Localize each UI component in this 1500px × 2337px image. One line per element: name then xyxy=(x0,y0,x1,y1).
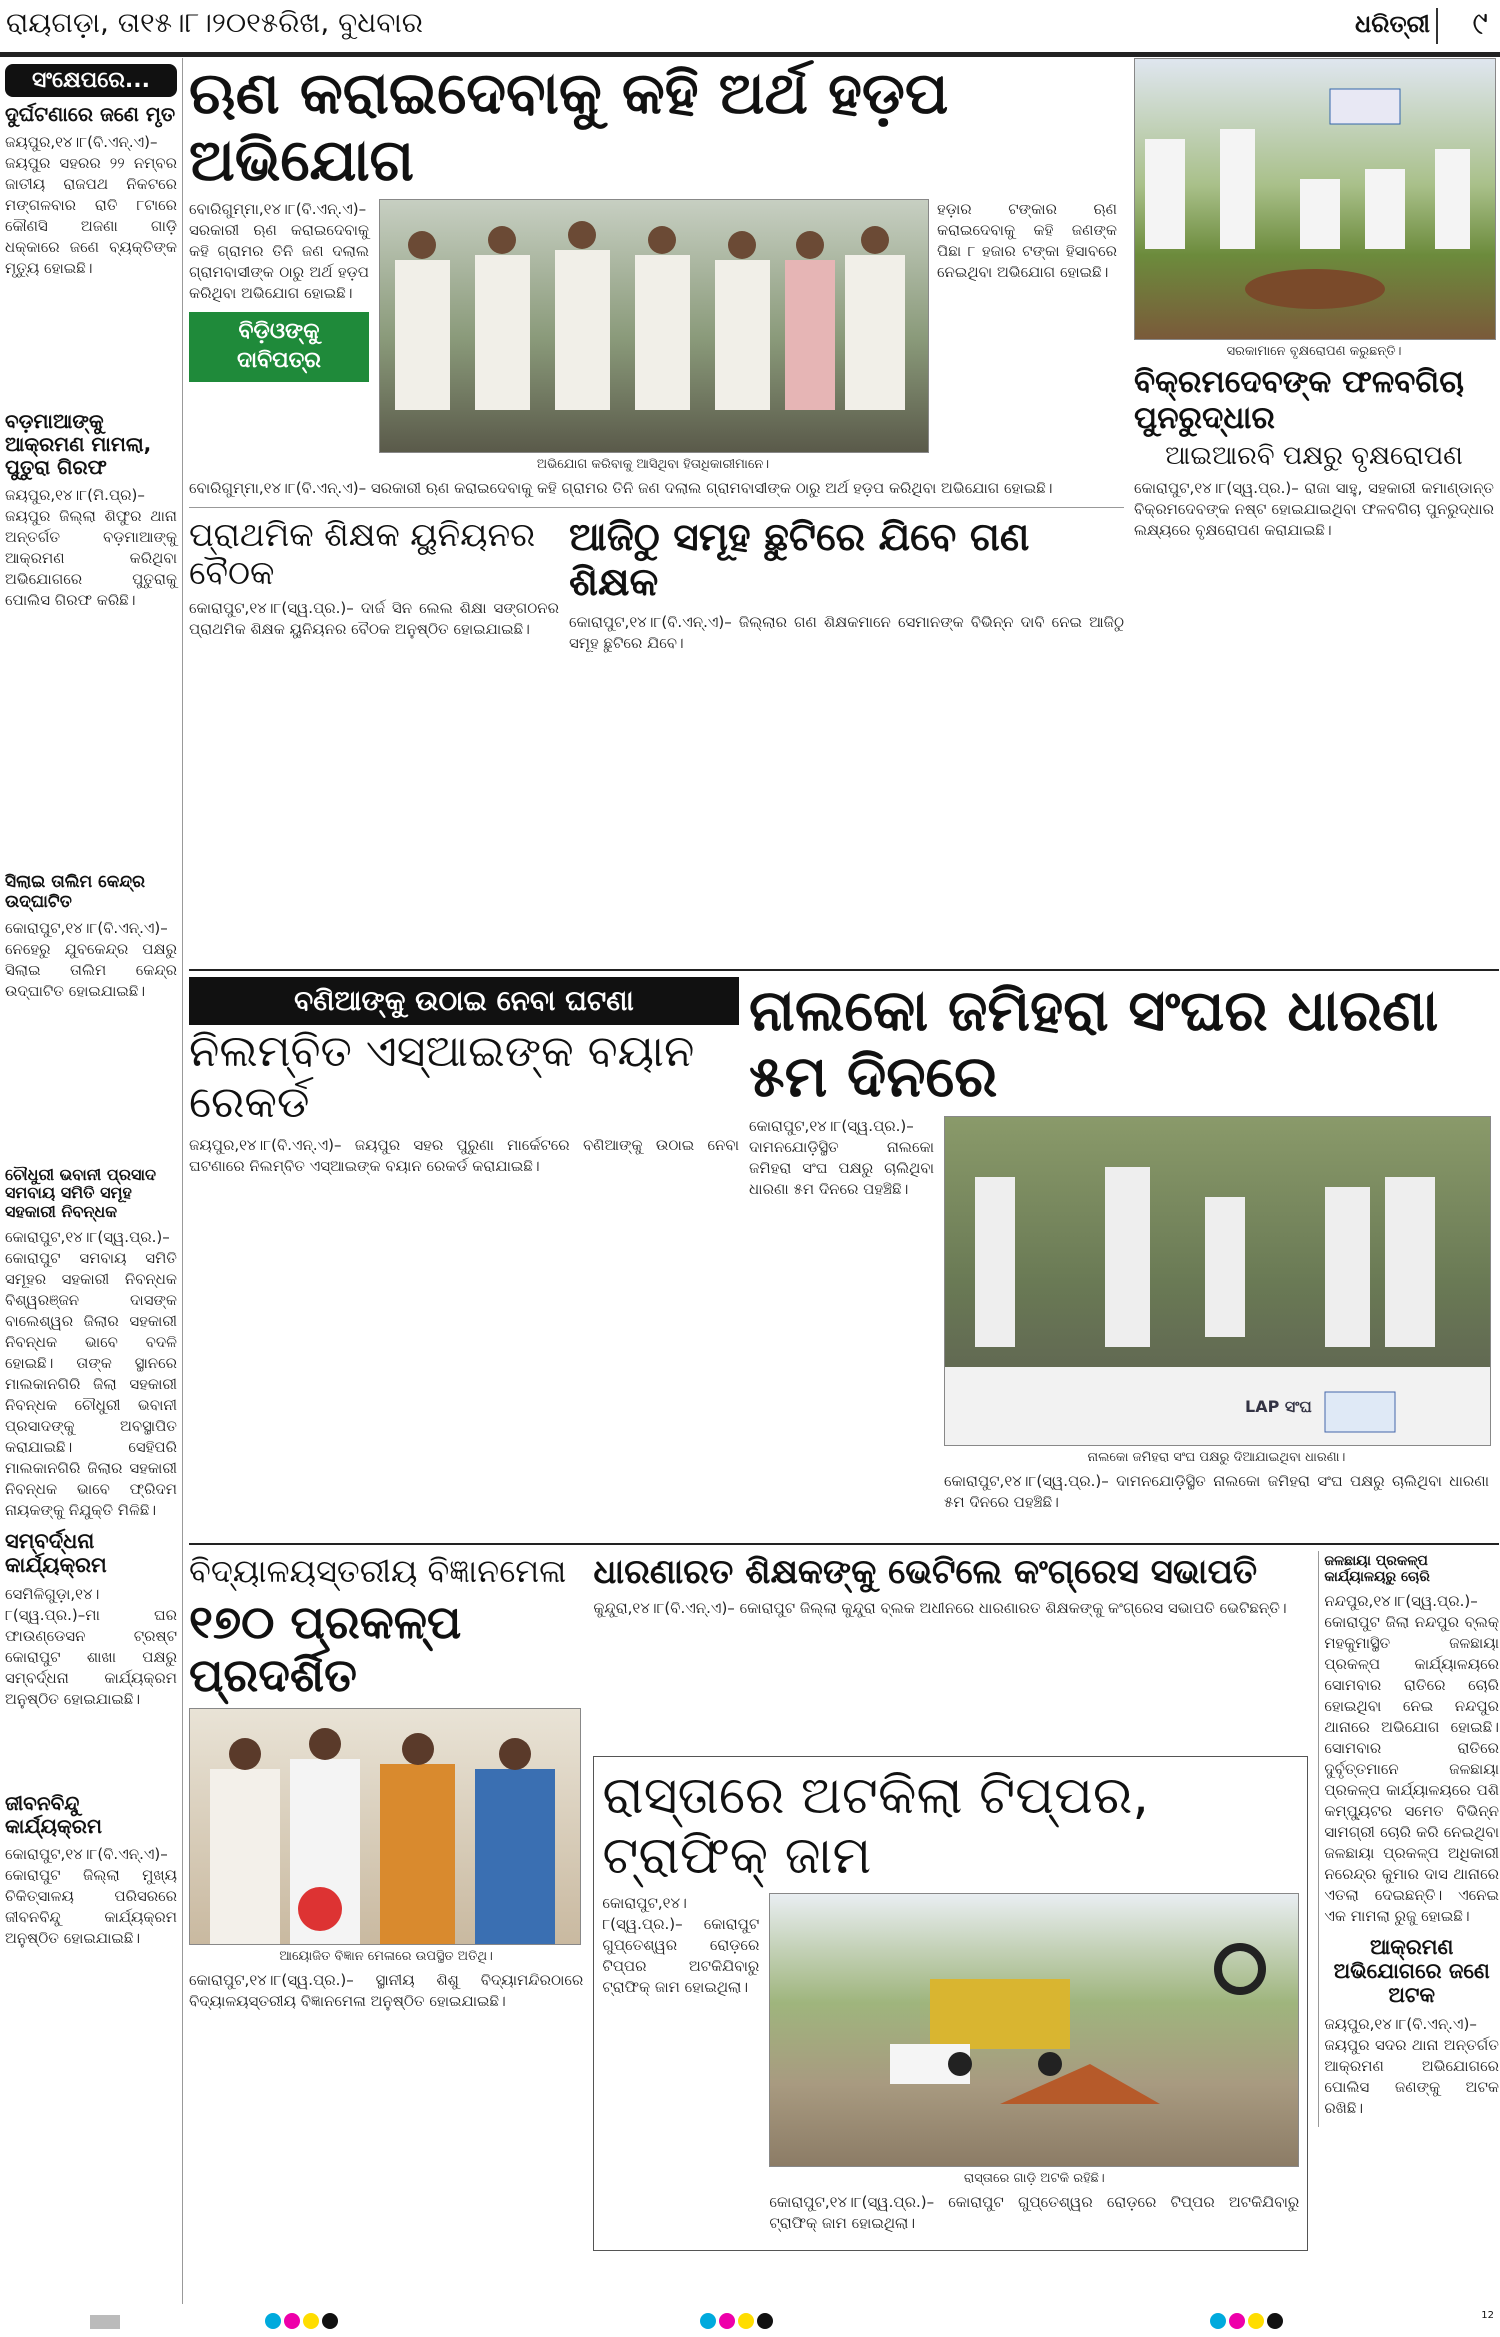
protest-gathering-image xyxy=(945,1117,1490,1445)
nalco-photo-caption: ନାଲକୋ ଜମିହରା ସଂଘ ପକ୍ଷରୁ ଦିଆଯାଇଥିବା ଧାରଣା। xyxy=(1087,1450,1346,1466)
lead-headline: ଋଣ କରାଇଦେବାକୁ କହି ଅର୍ଥ ହଡ଼ପ ଅଭିଯୋଗ xyxy=(189,59,949,194)
brief-title: ଜଳଛାୟା ପ୍ରକଳ୍ପ କାର୍ଯ୍ୟାଳୟରୁ ଚୋରି xyxy=(1324,1553,1430,1586)
brief-title: ସିଲାଇ ତାଲିମ କେନ୍ଦ୍ର ଉଦ୍‌ଘାଟିତ xyxy=(5,872,145,912)
si-story xyxy=(189,977,739,1185)
brief-body: ଜୟପୁର,୧୪।୮(ମି.ପ୍ର)– ଜୟପୁର ଜିଲ୍ଲା ଶିଫୁର ଥାନା ଅନ୍ତର୍ଗତ ବଡ଼ମାଆଙ୍କୁ ଆକ୍ରମଣ କରିଥିବା ଅଭିଯୋଗରେ ପୁତୁରାକୁ ପୋଲିସ ଗିରଫ କରିଛି। xyxy=(5,486,177,609)
si-kicker: ବଣିଆଙ୍କୁ ଉଠାଇ ନେବା ଘଟଣା xyxy=(189,977,739,1025)
brief-title: ଜୀବନବିନ୍ଦୁ କାର୍ଯ୍ୟକ୍ରମ xyxy=(5,1790,102,1838)
brief-title: ଦୁର୍ଘଟଣାରେ ଜଣେ ମୃତ xyxy=(5,102,176,126)
tipper-truck-image xyxy=(770,1894,1298,2166)
page-number: ୯ xyxy=(1472,4,1488,42)
lead-body-continued: ହଡ଼ାର ଟଙ୍କାର ଋଣ କରାଇଦେବାକୁ କହି ଜଣଙ୍କ ପିଛା ୮ ହଜାର ଟଙ୍କା ହିସାବରେ ନେଇଥିବା ଅଭିଯୋଗ ହୋଇଛି। xyxy=(937,200,1117,282)
leave-body: କୋରାପୁଟ,୧୪।୮(ବି.ଏନ୍.ଏ)– ଜିଲ୍ଲାର ଗଣ ଶିକ୍ଷକମାନେ ସେମାନଙ୍କ ବିଭିନ୍ନ ଦାବି ନେଇ ଆଜିଠୁ ସମୂହ ଛୁଟିରେ ଯିବେ। xyxy=(569,613,1124,653)
orchard-story xyxy=(1134,58,1494,549)
nalco-headline: ନାଲକୋ ଜମିହରା ସଂଘର ଧାରଣା ୫ମ ଦିନରେ xyxy=(749,978,1439,1110)
science-body: କୋରାପୁଟ,୧୪।୮(ସ୍ୱ.ପ୍ର.)– ସ୍ଥାନୀୟ ଶିଶୁ ବିଦ୍ୟାମନ୍ଦିରଠାରେ ବିଦ୍ୟାଳୟସ୍ତରୀୟ ବିଜ୍ଞାନମେଳା ଅନୁଷ୍ଠିତ ହୋଇଯାଇଛି। xyxy=(189,1970,584,2010)
brief-body: ନନ୍ଦପୁର,୧୪।୮(ସ୍ୱ.ପ୍ର.)– କୋରାପୁଟ ଜିଲା ନନ୍ଦପୁର ବ୍ଲକ୍ ମହକୁମାସ୍ଥିତ ଜଳଛାୟା ପ୍ରକଳ୍ପ କାର୍ଯ୍ୟାଳୟରେ ସୋମବାର ରାତିରେ ଚୋରି ହୋଇଥିବା ନେଇ ନନ୍ଦପୁର ଥାନାରେ ଅଭିଯୋଗ ହୋଇଛି। ସୋମବାର ରାତିରେ ଦୁର୍ବୃତ୍ତମାନେ ଜଳଛାୟା ପ୍ରକଳ୍ପ କାର୍ଯ୍ୟାଳୟରେ ପଶି କମ୍ପ୍ୟୁଟର ସମେତ ବିଭିନ୍ନ ସାମଗ୍ରୀ ଚୋରି କରି ନେଇଥିବା ଜଳଛାୟା ପ୍ରକଳ୍ପ ଅଧିକାରୀ ନରେନ୍ଦ୍ର କୁମାର ଦାସ ଥାନାରେ ଏତଲା ଦେଇଛନ୍ତି। ଏନେଇ ଏକ ମାମଲା ରୁଜୁ ହୋଇଛି। xyxy=(1324,1592,1499,1926)
header-rule xyxy=(0,52,1500,57)
brief-body: ସେମିଳିଗୁଡ଼ା,୧୪।୮(ସ୍ୱ.ପ୍ର.)–ମା ଘର ଫାଉଣ୍ଡେସନ ଟ୍ରଷ୍ଟ କୋରାପୁଟ ଶାଖା ପକ୍ଷରୁ ସମ୍ବର୍ଦ୍ଧନା କାର୍ଯ୍ୟକ୍ରମ ଅନୁଷ୍ଠିତ ହୋଇଯାଇଛି। xyxy=(5,1584,177,1708)
union-headline: ପ୍ରାଥମିକ ଶିକ୍ଷକ ୟୁନିୟନର ବୈଠକ xyxy=(189,515,536,593)
science-story xyxy=(189,1551,583,2020)
tipper-photo-caption: ରାସ୍ତାରେ ଗାଡ଼ି ଅଟକି ରହିଛି। xyxy=(963,2170,1105,2186)
brief-title: ସମ୍ବର୍ଦ୍ଧନା କାର୍ଯ୍ୟକ୍ରମ xyxy=(5,1529,107,1578)
science-photo xyxy=(189,1708,581,1945)
dignitaries-image xyxy=(190,1709,580,1944)
tipper-photo xyxy=(769,1893,1299,2167)
nalco-photo xyxy=(944,1116,1491,1446)
brief-body: କୋରାପୁଟ,୧୪।୮(ବି.ଏନ୍.ଏ)– କୋରାପୁଟ ଜିଲ୍ଲା ମୁଖ୍ୟ ଚିକିତ୍ସାଳୟ ପରିସରରେ ଜୀବନବିନ୍ଦୁ କାର୍ଯ୍ୟକ୍ରମ ଅନୁଷ୍ଠିତ ହୋଇଯାଇଛି। xyxy=(5,1844,177,1947)
top-row xyxy=(189,58,1499,963)
color-registration-dots xyxy=(700,2313,776,2333)
dateline: ରାୟଗଡ଼ା, ତା୧୫।୮।୨୦୧୫ରିଖ, ବୁଧବାର xyxy=(6,6,423,39)
color-registration-dots xyxy=(265,2313,341,2333)
lead-story xyxy=(189,58,1124,662)
lead-photo-caption: ଅଭିଯୋଗ କରିବାକୁ ଆସିଥିବା ହିତାଧିକାରୀମାନେ। xyxy=(536,457,770,473)
middle-row xyxy=(189,977,1499,1537)
lead-body: ବୋରିଗୁମ୍ମା,୧୪।୮(ବି.ଏନ୍.ଏ)– ସରକାରୀ ଋଣ କରାଇଦେବାକୁ କହି ଗ୍ରାମର ତିନି ଜଣ ଦଲାଲ ଗ୍ରାମବାସୀଙ୍କ ଠାରୁ ଅର୍ଥ ହଡ଼ପ କରିଥିବା ଅଭିଯୋଗ ହୋଇଛି। xyxy=(189,200,369,303)
brief-body: କୋରାପୁଟ,୧୪।୮(ସ୍ୱ.ପ୍ର.)– କୋରାପୁଟ ସମବାୟ ସମିତି ସମୂହର ସହକାରୀ ନିବନ୍ଧକ ବିଶ୍ୱରଞ୍ଜନ ଦାସଙ୍କ ବାଲେଶ୍ୱର ଜିଲାର ସହକାରୀ ନିବନ୍ଧକ ଭାବେ ବଦଳି ହୋଇଛି। ତାଙ୍କ ସ୍ଥାନରେ ମାଲକାନଗିରି ଜିଲା ସହକାରୀ ନିବନ୍ଧକ ଚୌଧୁରୀ ଭବାନୀ ପ୍ରସାଦଙ୍କୁ ଅବସ୍ଥାପିତ କରାଯାଇଛି। ସେହିପରି ମାଲକାନଗିରି ଜିଲାର ସହକାରୀ ନିବନ୍ଧକ ଭାବେ ଫ୍ରିଦମ ନାୟକଙ୍କୁ ନିଯୁକ୍ତି ମିଳିଛି। xyxy=(5,1228,177,1520)
orchard-body: କୋରାପୁଟ,୧୪।୮(ସ୍ୱ.ପ୍ର.)– ରାଜା ସାହୁ, ସହକାରୀ କମାଣ୍ଡାନ୍ତ ବିକ୍ରମଦେବଙ୍କ ନଷ୍ଟ ହୋଇଯାଇଥିବା ଫଳବଗିଚା ପୁନରୁଦ୍ଧାର ଲକ୍ଷ୍ୟରେ ବୃକ୍ଷରୋପଣ କରାଯାଇଛି। xyxy=(1134,479,1494,540)
brief-body: କୋରାପୁଟ,୧୪।୮(ବି.ଏନ୍.ଏ)– ନେହେରୁ ଯୁବକେନ୍ଦ୍ର ପକ୍ଷରୁ ସିଲାଇ ତାଲିମ କେନ୍ଦ୍ର ଉଦ୍‌ଘାଟିତ ହୋଇଯାଇଛି। xyxy=(5,919,177,1001)
nalco-body: କୋରାପୁଟ,୧୪।୮(ସ୍ୱ.ପ୍ର.)– ଦାମନଯୋଡ଼ିସ୍ଥିତ ନାଲକୋ ଜମିହରା ସଂଘ ପକ୍ଷରୁ ଚାଲିଥିବା ଧାରଣା ୫ମ ଦିନରେ ପହଞ୍ଚିଛି। xyxy=(749,1117,934,1199)
lead-body-bottom: ବୋରିଗୁମ୍ମା,୧୪।୮(ବି.ଏନ୍.ଏ)– ସରକାରୀ ଋଣ କରାଇଦେବାକୁ କହି ଗ୍ରାମର ତିନି ଜଣ ଦଲାଲ ଗ୍ରାମବାସୀଙ୍କ ଠାରୁ ଅର୍ଥ ହଡ଼ପ କରିଥିବା ଅଭିଯୋଗ ହୋଇଛି। xyxy=(189,479,1053,498)
orchard-photo xyxy=(1134,58,1496,340)
page-header xyxy=(0,0,1500,58)
gray-patch xyxy=(90,2315,120,2329)
tipper-headline: ରାସ୍ତାରେ ଅଟକିଲା ଟିପ୍ପର, ଟ୍ରାଫିକ୍ ଜାମ xyxy=(602,1766,1149,1886)
brief-title: ଚୌଧୁରୀ ଭବାନୀ ପ୍ରସାଦ ସମବାୟ ସମିତି ସମୂହ ସହକାରୀ ନିବନ୍ଧକ xyxy=(5,1165,157,1221)
union-body: କୋରାପୁଟ,୧୪।୮(ସ୍ୱ.ପ୍ର.)– ଦାର୍ଜ ସିନ ଲେଲ ଶିକ୍ଷା ସଙ୍ଗଠନର ପ୍ରାଥମିକ ଶିକ୍ଷକ ୟୁନିୟନର ବୈଠକ ଅନୁଷ୍ଠିତ ହୋଇଯାଇଛି। xyxy=(189,599,559,639)
brief-title: ଆକ୍ରମଣ ଅଭିଯୋଗରେ ଜଣେ ଅଟକ xyxy=(1333,1935,1490,2008)
science-photo-caption: ଆୟୋଜିତ ବିଜ୍ଞାନ ମେଳାରେ ଉପସ୍ଥିତ ଅତିଥି। xyxy=(279,1948,493,1964)
orchard-headline: ବିକ୍ରମଦେବଙ୍କ ଫଳବଗିଚା ପୁନରୁଦ୍ଧାର xyxy=(1134,364,1464,436)
masthead: ଧରିତ୍ରୀ xyxy=(1355,10,1430,38)
leave-headline: ଆଜିଠୁ ସମୂହ ଛୁଟିରେ ଯିବେ ଗଣ ଶିକ୍ଷକ xyxy=(569,515,1030,606)
header-divider xyxy=(1436,8,1438,44)
brief-body: ଜୟପୁର,୧୪।୮(ବି.ଏନ୍.ଏ)– ଜୟପୁର ସହରର ୨୨ ନମ୍ବର ଜାତୀୟ ରାଜପଥ ନିକଟରେ ମଙ୍ଗଳବାର ରାତି ୮ଟାରେ କୌଣସି ଅଜଣା ଗାଡ଼ି ଧକ୍କାରେ ଜଣେ ବ୍ୟକ୍ତିଙ୍କ ମୃତ୍ୟୁ ହୋଇଛି। xyxy=(5,133,177,277)
congress-headline: ଧାରଣାରତ ଶିକ୍ଷକଙ୍କୁ ଭେଟିଲେ କଂଗ୍ରେସ ସଭାପତି xyxy=(593,1552,1258,1592)
congress-body: କୁନ୍ଦୁରା,୧୪।୮(ବି.ଏନ୍.ଏ)– କୋରାପୁଟ ଜିଲ୍ଲା କୁନ୍ଦୁରା ବ୍ଲକ ଅଧୀନରେ ଧାରଣାରତ ଶିକ୍ଷକଙ୍କୁ କଂଗ୍ରେସ ସଭାପତି ଭେଟିଛନ୍ତି। xyxy=(593,1599,1287,1618)
section-label: ସଂକ୍ଷେପରେ... xyxy=(5,64,177,97)
brief-body: ଜୟପୁର,୧୪।୮(ବି.ଏନ୍.ଏ)– ଜୟପୁର ସଦର ଥାନା ଅନ୍ତର୍ଗତ ଆକ୍ରମଣ ଅଭିଯୋଗରେ ପୋଲିସ ଜଣଙ୍କୁ ଅଟକ ରଖିଛି। xyxy=(1324,2014,1499,2117)
tipper-body-continued: କୋରାପୁଟ,୧୪।୮(ସ୍ୱ.ପ୍ର.)– କୋରାପୁଟ ଗୁପ୍ତେଶ୍ୱର ରୋଡ଼ରେ ଟିପ୍ପର ଅଟକିଯିବାରୁ ଟ୍ରାଫିକ୍ ଜାମ ହୋଇଥିଲା। xyxy=(769,2192,1300,2232)
color-registration-dots xyxy=(1210,2313,1286,2333)
briefs-column xyxy=(0,58,183,2304)
print-registration-strip xyxy=(0,2310,1500,2337)
bottom-row xyxy=(189,1551,1499,2251)
page-code: 12 xyxy=(1481,2310,1494,2321)
tree-planting-image xyxy=(1135,59,1495,339)
section-rule xyxy=(189,969,1499,971)
science-headline: ବିଦ୍ୟାଳୟସ୍ତରୀୟ ବିଜ୍ଞାନମେଳା xyxy=(189,1552,567,1590)
group-of-men-image xyxy=(380,200,928,452)
nalco-body-continued: କୋରାପୁଟ,୧୪।୮(ସ୍ୱ.ପ୍ର.)– ଦାମନଯୋଡ଼ିସ୍ଥିତ ନାଲକୋ ଜମିହରା ସଂଘ ପକ୍ଷରୁ ଚାଲିଥିବା ଧାରଣା ୫ମ ଦିନରେ ପହଞ୍ଚିଛି। xyxy=(944,1472,1489,1512)
section-rule xyxy=(189,507,1124,508)
orchard-subhead: ଆଇଆରବି ପକ୍ଷରୁ ବୃକ୍ଷରୋପଣ xyxy=(1165,441,1463,472)
nalco-banner-text: LAP ସଂଘ xyxy=(1245,1397,1312,1417)
brief-title: ବଡ଼ମାଆଙ୍କୁ ଆକ୍ରମଣ ମାମଲା, ପୁତୁରା ଗିରଫ xyxy=(5,409,152,479)
si-body: ଜୟପୁର,୧୪।୮(ବି.ଏନ୍.ଏ)– ଜୟପୁର ସହର ପୁରୁଣା ମାର୍କେଟରେ ବଣିଆଙ୍କୁ ଉଠାଇ ନେବା ଘଟଣାରେ ନିଲମ୍ବିତ ଏସ୍ଆଇଙ୍କ ବୟାନ ରେକର୍ଡ କରାଯାଇଛି। xyxy=(189,1135,739,1175)
science-subhead: ୧୭୦ ପ୍ରକଳ୍ପ ପ୍ରଦର୍ଶିତ xyxy=(189,1594,462,1702)
tipper-body: କୋରାପୁଟ,୧୪।୮(ସ୍ୱ.ପ୍ର.)– କୋରାପୁଟ ଗୁପ୍ତେଶ୍ୱର ରୋଡ଼ରେ ଟିପ୍ପର ଅଟକିଯିବାରୁ ଟ୍ରାଫିକ୍ ଜାମ ହୋଇଥିଲା। xyxy=(602,1893,760,1996)
orchard-photo-caption: ସରକାମାନେ ବୃକ୍ଷରୋପଣ କରୁଛନ୍ତି। xyxy=(1226,344,1402,359)
right-briefs-column xyxy=(1318,1551,1499,2127)
section-rule xyxy=(189,1543,1499,1545)
lead-kicker: ବିଡ଼ିଓଙ୍କୁ ଦାବିପତ୍ର xyxy=(189,312,369,381)
si-headline: ନିଲମ୍ବିତ ଏସ୍ଆଇଙ୍କ ବୟାନ ରେକର୍ଡ xyxy=(189,1026,695,1128)
tipper-box xyxy=(593,1756,1308,2251)
main-area xyxy=(183,58,1499,2251)
lead-photo xyxy=(379,199,929,453)
nalco-story xyxy=(749,977,1494,1521)
center-bottom-column xyxy=(593,1551,1308,2251)
